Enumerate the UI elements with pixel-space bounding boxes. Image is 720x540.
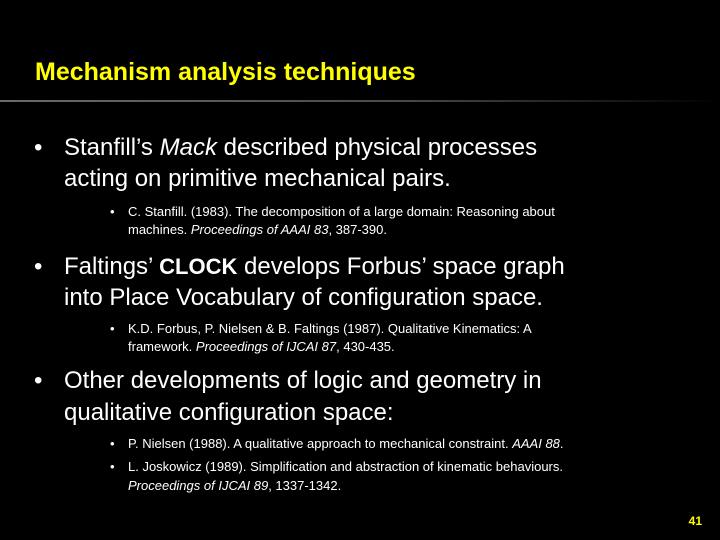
bullet-2-line-2: into Place Vocabulary of configuration space.: [64, 284, 543, 311]
bullet-1-line-1: Stanfill’s Mack described physical processes: [64, 134, 538, 161]
reference-line-1: P. Nielsen (1988). A qualitative approach to mechanical constraint. AAAI 88.: [128, 436, 564, 451]
bullet-dot: •: [34, 253, 43, 280]
page-number: 41: [688, 514, 702, 528]
sub-bullet-dot: •: [110, 436, 115, 451]
bullet-dot: •: [34, 367, 43, 394]
bullet-1-line-2: acting on primitive mechanical pairs.: [64, 165, 451, 192]
reference-line-2: Proceedings of IJCAI 89, 1337-1342.: [128, 478, 342, 493]
sub-bullet-dot: •: [110, 459, 115, 474]
title-divider: [0, 100, 720, 102]
clock-term: CLOCK: [159, 254, 238, 279]
bullet-dot: •: [34, 134, 43, 161]
sub-bullet-dot: •: [110, 321, 115, 336]
reference-line-2: machines. Proceedings of AAAI 83, 387-390.: [128, 222, 387, 237]
reference-line-1: K.D. Forbus, P. Nielsen & B. Faltings (1987). Qualitative Kinematics: A: [128, 321, 532, 336]
sub-bullet-dot: •: [110, 204, 115, 219]
bullet-2-line-1: Faltings’ CLOCK develops Forbus’ space graph: [64, 253, 565, 280]
reference-line-1: C. Stanfill. (1983). The decomposition of a large domain: Reasoning about: [128, 204, 555, 219]
slide-title: Mechanism analysis techniques: [35, 58, 416, 86]
reference-line-1: L. Joskowicz (1989). Simplification and abstraction of kinematic behaviours.: [128, 459, 563, 474]
reference-line-2: framework. Proceedings of IJCAI 87, 430-435.: [128, 339, 395, 354]
bullet-3-line-2: qualitative configuration space:: [64, 399, 394, 426]
bullet-3-line-1: Other developments of logic and geometry in: [64, 367, 542, 394]
